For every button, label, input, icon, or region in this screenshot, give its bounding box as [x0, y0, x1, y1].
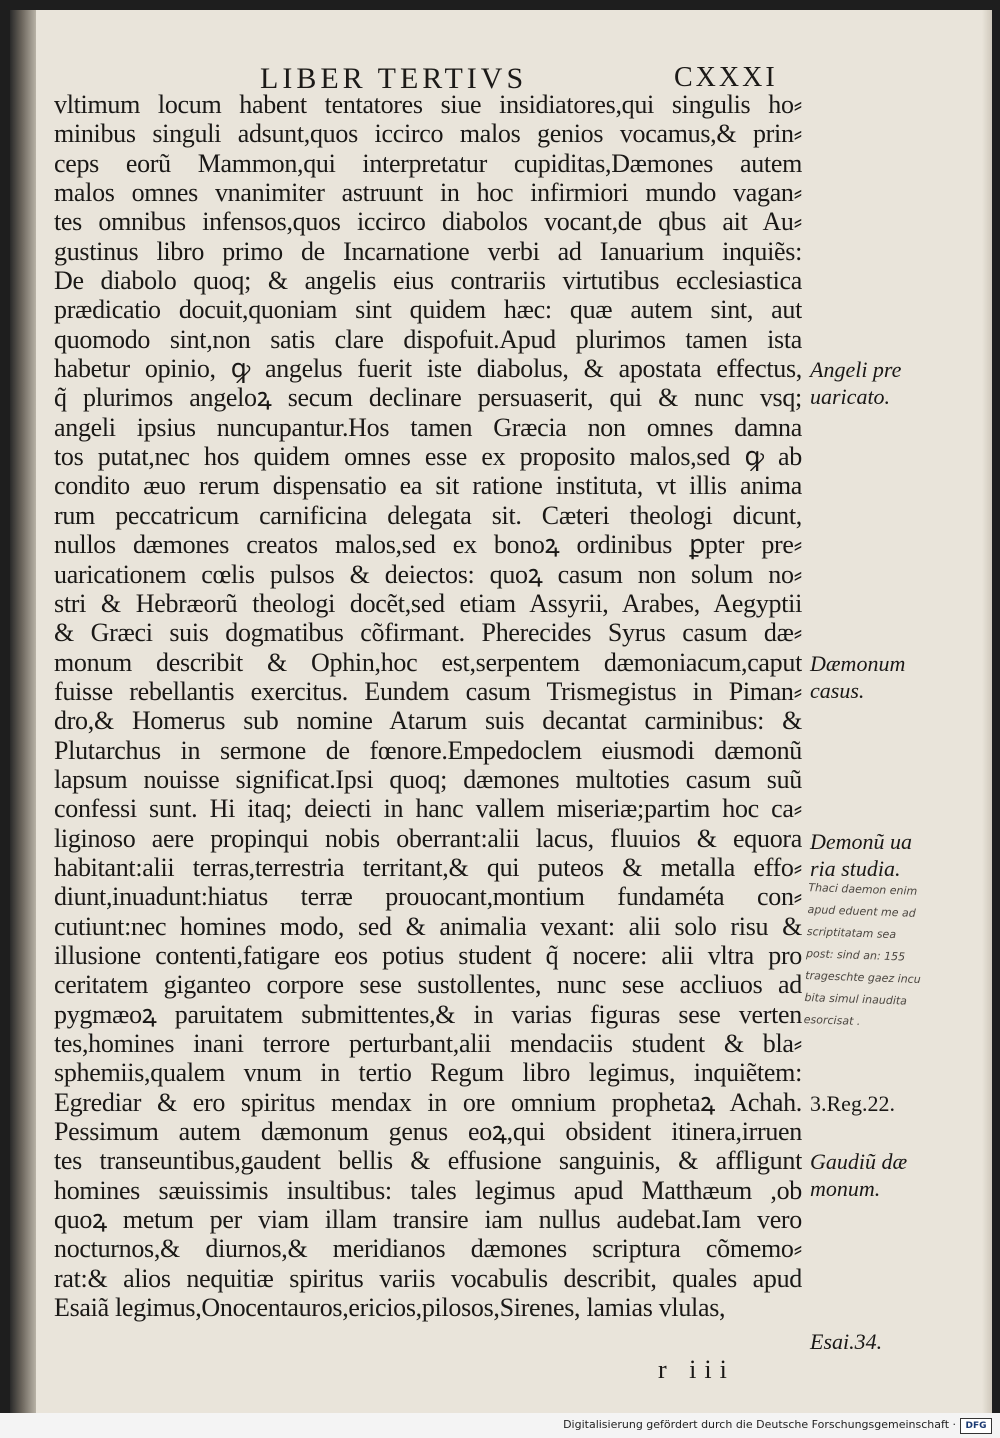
text-line: Esaiã legimus,Onocentauros,ericios,pilosos,Sirenes, lamias vlulas, [54, 1293, 726, 1323]
marginal-note: Dæmonum casus. [810, 651, 906, 703]
text-line: liginoso aere propinqui nobis oberrant:alii lacus, fluuios & equora [54, 823, 802, 853]
text-line: quomodo sint,non satis clare dispofuit.Apud plurimos tamen ista [54, 324, 802, 354]
text-line: homines sæuissimis insultibus: tales legimus apud Matthæum ,ob [54, 1175, 802, 1205]
text-line: habetur opinio, ꝙ angelus fuerit iste diabolus, & apostata effectus, [54, 354, 802, 384]
text-line: cutiunt:nec homines modo, sed & animalia vexant: alii solo risu & [54, 911, 802, 941]
text-line: illusione contenti,fatigare eos potius student q̃ nocere: alii vltra pro [54, 940, 802, 970]
marginal-note: Gaudiũ dæ monum. [810, 1149, 908, 1201]
text-line: prædicatio docuit,quoniam sint quidem hæc: quæ autem sint, aut [54, 295, 802, 325]
text-line: q̃ plurimos angeloꝝ secum declinare persuaserit, qui & nunc vsq; [54, 383, 802, 413]
text-line: dro,& Homerus sub nomine Atarum suis decantat carminibus: & [54, 706, 802, 736]
text-line: rum peccatricum carnificina delegata sit. Cæteri theologi dicunt, [54, 500, 802, 530]
text-line: ceritatem giganteo corpore sese sustollentes, nunc sese accliuos ad [54, 970, 802, 1000]
text-line: fuisse rebellantis exercitus. Eundem casum Trismegistus in Piman⸗ [54, 676, 802, 706]
text-line: tes,homines inani terrore perturbant,alii mendaciis student & bla⸗ [54, 1029, 802, 1058]
running-title: LIBER TERTIVS [260, 62, 528, 95]
text-line: quoꝝ metum per viam illam transire iam nullus audebat.Iam vero [54, 1205, 802, 1235]
text-line: Plutarchus in sermone de fœnore.Empedoclem eiusmodi dæmonũ [54, 735, 802, 765]
marginal-note: 3.Reg.22. [810, 1091, 895, 1116]
dfg-logo: DFG [960, 1418, 992, 1434]
marginal-note: Angeli pre uaricato. [810, 357, 902, 409]
text-line: tes transeuntibus,gaudent bellis & effusione sanguinis, & affligunt [54, 1146, 802, 1176]
marginal-note: Demonũ ua ria studia. [810, 829, 913, 881]
text-line: & Græci suis dogmatibus cõfirmant. Pherecides Syrus casum dæ⸗ [54, 618, 802, 648]
text-line: rat:& alios nequitiæ spiritus variis vocabulis describit, quales apud [54, 1263, 802, 1293]
handwritten-annotation: Thaci daemon enim apud eduent me ad scriptitatam sea post: sind an: 155 trageschte gaez incu bita simul inaudita esorcisat . [803, 881, 921, 1028]
text-line: sphemiis,qualem vnum in tertio Regum libro legimus, inquiẽtem: [54, 1058, 802, 1088]
text-line: pygmæoꝝ paruitatem submittentes,& in varias figuras sese verten [54, 999, 802, 1029]
text-line: Egrediar & ero spiritus mendax in ore omnium prophetaꝝ Achah. [54, 1087, 802, 1117]
folio-number: CXXXI [674, 62, 778, 93]
text-line: lapsum nouisse significat.Ipsi quoq; dæmones multoties casum suũ [54, 764, 802, 794]
text-line: ceps eorũ Mammon,qui interpretatur cupiditas,Dæmones autem [54, 148, 802, 178]
text-line: Pessimum autem dæmonum genus eoꝝ,qui obsident itinera,irruen [54, 1117, 802, 1147]
text-line: uaricationem cœlis pulsos & deiectos: quoꝝ casum non solum no⸗ [54, 559, 802, 589]
text-line: minibus singuli adsunt,quos iccirco malos genios vocamus,& prin⸗ [54, 119, 802, 149]
text-line: monum describit & Ophin,hoc est,serpentem dæmoniacum,caput [54, 647, 802, 677]
text-line: De diabolo quoq; & angelis eius contrariis virtutibus ecclesiastica [54, 266, 802, 296]
text-line: confessi sunt. Hi itaq; deiecti in hanc vallem miseriæ;partim hoc ca⸗ [54, 794, 802, 824]
text-line: vltimum locum habent tentatores siue insidiatores,qui singulis ho⸗ [54, 90, 802, 119]
text-line: diunt,inuadunt:hiatus terræ prouocant,montium fundaméta con⸗ [54, 882, 802, 912]
text-line: nullos dæmones creatos malos,sed ex bonoꝝ ordinibus ꝑpter pre⸗ [54, 530, 802, 560]
text-line: stri & Hebræorũ theologi docẽt,sed etiam Assyrii, Arabes, Aegyptii [54, 588, 802, 618]
signature-mark: r iii [658, 1355, 735, 1384]
book-page [10, 10, 992, 1413]
marginalia [10, 10, 992, 1413]
text-line: nocturnos,& diurnos,& meridianos dæmones scriptura cõmemo⸗ [54, 1234, 802, 1264]
text-line: angeli ipsius nuncupantur.Hos tamen Græcia non omnes damna [54, 412, 802, 442]
text-line: tos putat,nec hos quidem omnes esse ex proposito malos,sed ꝙ ab [54, 442, 802, 472]
text-line: malos omnes vnanimiter astruunt in hoc infirmiori mundo vagan⸗ [54, 178, 802, 208]
text-line: condito æuo rerum dispensatio ea sit ratione instituta, vt illis anima [54, 471, 802, 501]
text-line: gustinus libro primo de Incarnatione verbi ad Ianuarium inquiẽs: [54, 236, 802, 266]
funding-credit: Digitalisierung gefördert durch die Deutsche Forschungsgemeinschaft · [563, 1418, 956, 1431]
digitization-footer [0, 1413, 1000, 1438]
marginal-note: Esai.34. [810, 1329, 883, 1354]
text-line: habitant:alii terras,terrestria territant,& qui puteos & metalla effo⸗ [54, 852, 802, 882]
text-line: tes omnibus infensos,quos iccirco diabolos vocant,de qbus ait Au⸗ [54, 207, 802, 237]
